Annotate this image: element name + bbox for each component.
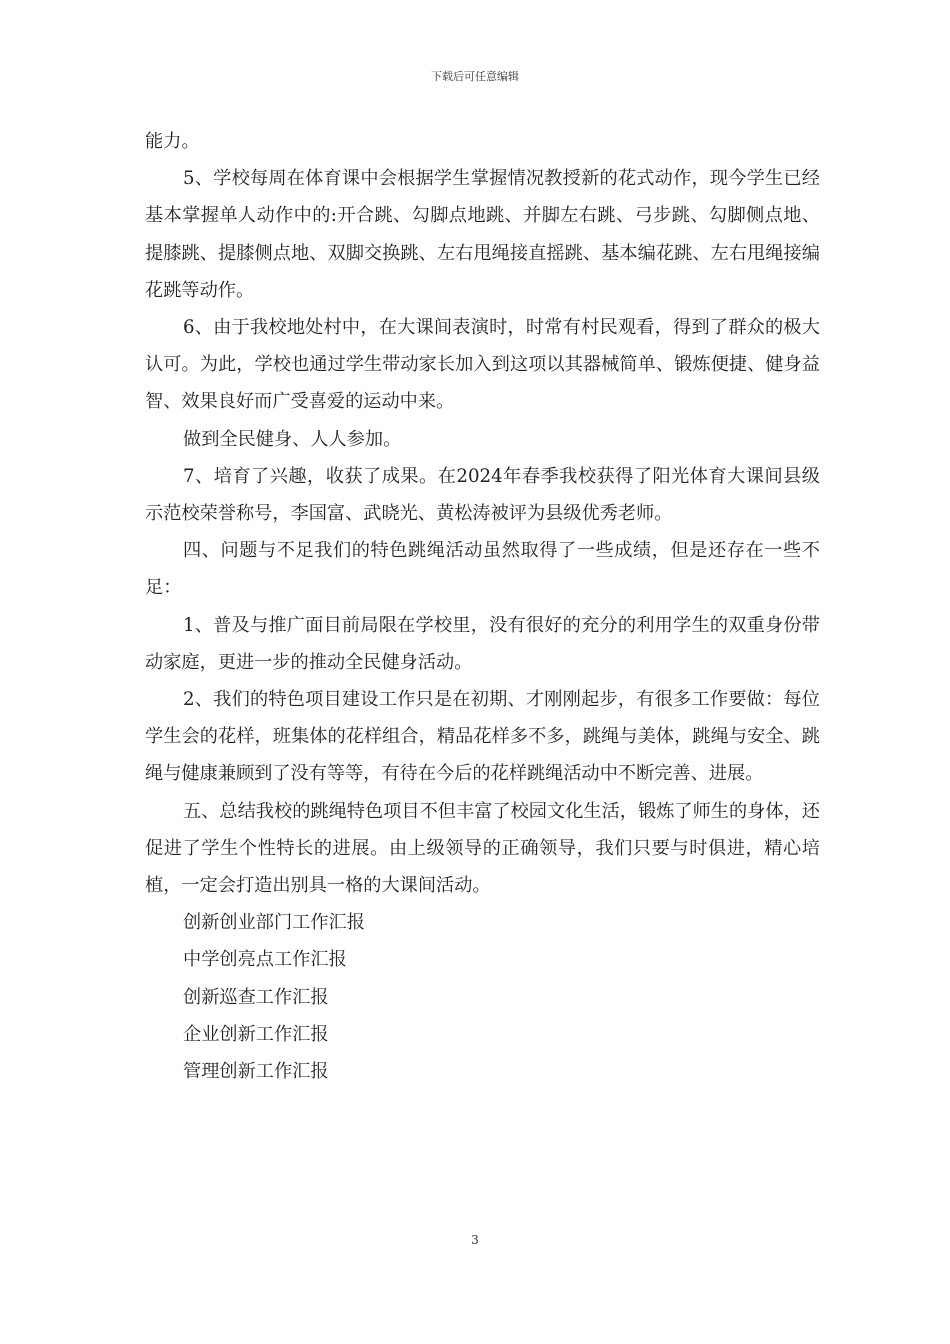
paragraph: 5、学校每周在体育课中会根据学生掌握情况教授新的花式动作，现今学生已经基本掌握单人动作中的:开合跳、勾脚点地跳、并脚左右跳、弓步跳、勾脚侧点地、提膝跳、提膝侧点地、双脚交换跳、左右甩绳接直摇跳、基本编花跳、左右甩绳接编花跳等动作。	[145, 168, 820, 301]
paragraph: 7、培育了兴趣，收获了成果。在2024年春季我校获得了阳光体育大课间县级示范校荣誉称号，李国富、武晓光、黄松涛被评为县级优秀老师。	[145, 465, 820, 525]
page-number: 3	[471, 1233, 479, 1247]
related-link[interactable]: 企业创新工作汇报	[183, 1023, 329, 1045]
related-link[interactable]: 管理创新工作汇报	[183, 1061, 329, 1083]
paragraph: 五、总结我校的跳绳特色项目不但丰富了校园文化生活，锻炼了师生的身体，还促进了学生个性特长的进展。由上级领导的正确领导，我们只要与时俱进，精心培植，一定会打造出别具一格的大课间活动。	[145, 800, 820, 897]
paragraph: 四、问题与不足我们的特色跳绳活动虽然取得了一些成绩，但是还存在一些不足：	[145, 540, 820, 599]
paragraph: 6、由于我校地处村中，在大课间表演时，时常有村民观看，得到了群众的极大认可。为此，学校也通过学生带动家长加入到这项以其器械简单、锻炼便捷、健身益智、效果良好而广受喜爱的运动中来。	[145, 317, 820, 413]
paragraph: 2、我们的特色项目建设工作只是在初期、才刚刚起步，有很多工作要做：每位学生会的花样，班集体的花样组合，精品花样多不多，跳绳与美体，跳绳与安全、跳绳与健康兼顾到了没有等等，有待在今后的花样跳绳活动中不断完善、进展。	[145, 689, 820, 785]
document-body	[145, 123, 820, 1090]
related-link[interactable]: 创新创业部门工作汇报	[183, 912, 365, 934]
paragraph: 能力。	[145, 131, 200, 152]
related-link[interactable]: 中学创亮点工作汇报	[183, 949, 347, 971]
page-header: 下载后可任意编辑	[431, 70, 519, 83]
paragraph: 1、普及与推广面目前局限在学校里，没有很好的充分的利用学生的双重身份带动家庭，更进一步的推动全民健身活动。	[145, 614, 820, 673]
paragraph: 做到全民健身、人人参加。	[183, 428, 402, 450]
related-link[interactable]: 创新巡查工作汇报	[183, 986, 329, 1008]
